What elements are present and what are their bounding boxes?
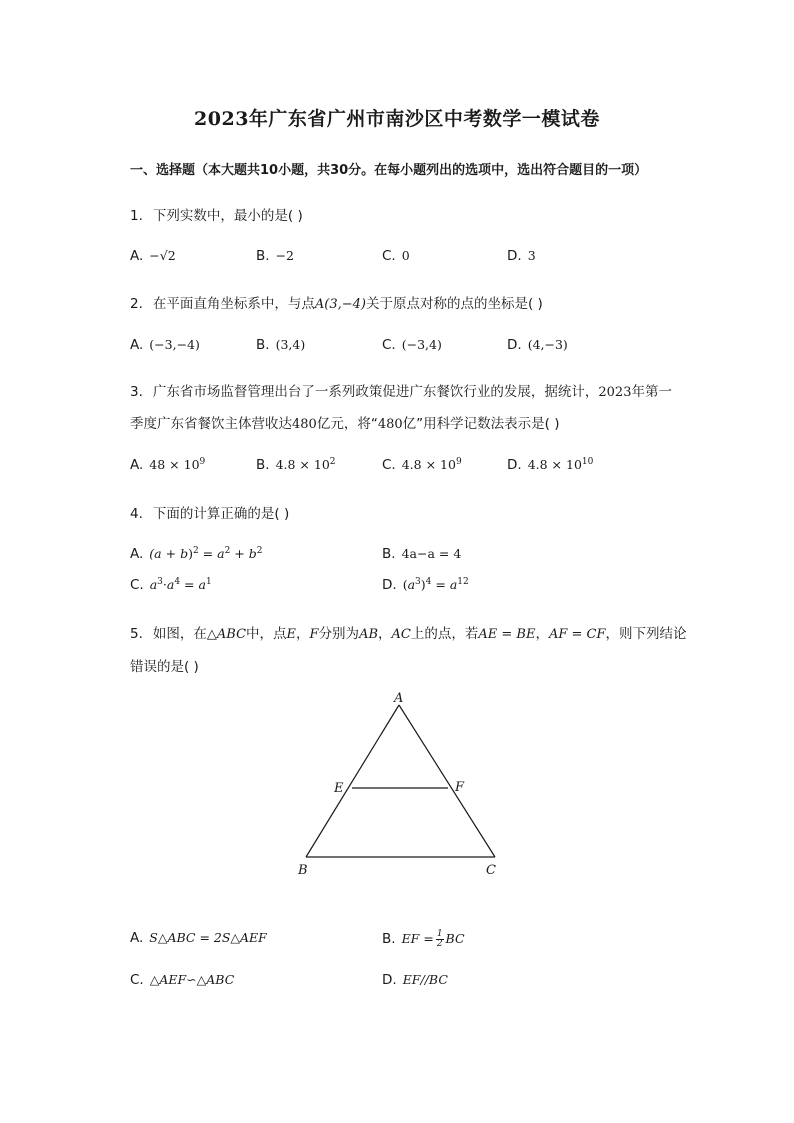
option-a[interactable] <box>130 457 205 473</box>
question-text: 亿”用科学记数法表示是( ) <box>402 416 560 432</box>
option-label: D. <box>507 248 522 264</box>
question-text: 如图，在 <box>152 626 207 642</box>
option-d[interactable] <box>507 457 593 473</box>
option-label: A. <box>130 457 144 474</box>
math-inline: △ABC <box>206 627 247 642</box>
math-inline: AE = BE <box>478 627 536 642</box>
option-label: A. <box>130 337 144 353</box>
option-value: (4,−3) <box>527 337 568 352</box>
option-c[interactable] <box>382 457 462 473</box>
question-4 <box>130 502 289 522</box>
question-text: ， <box>378 626 392 642</box>
option-label: B. <box>256 248 270 264</box>
question-text: 广东省市场监督管理出台了一系列政策促进广东餐饮行业的发展，据统计， <box>152 384 599 400</box>
question-number: 4. <box>130 506 143 522</box>
question-1 <box>130 204 303 224</box>
option-label: B. <box>256 337 270 353</box>
question-text: 亿元，将“ <box>316 416 378 432</box>
option-value: $(a + b)^2 = a^2 + b^2$ <box>149 546 263 562</box>
option-value: $(a^3)^4 = a^{12}$ <box>402 577 469 593</box>
question-number: 3. <box>130 384 143 400</box>
number-value: 480 <box>292 417 317 432</box>
option-label: D. <box>382 972 397 988</box>
option-value: −2 <box>275 248 294 263</box>
label-e: E <box>334 781 344 796</box>
label-c: C <box>486 863 496 878</box>
option-d[interactable] <box>382 972 448 988</box>
question-text: 中，点 <box>246 626 287 642</box>
question-number: 2. <box>130 296 143 312</box>
option-label: B. <box>382 931 396 947</box>
question-number: 5. <box>130 626 143 642</box>
option-value: $a^3\cdot a^4 = a^1$ <box>149 577 212 593</box>
option-label: D. <box>507 337 522 353</box>
option-b[interactable] <box>256 337 305 353</box>
question-text: 年第一 <box>631 384 672 400</box>
option-value: $4.8 \times 10^{10}$ <box>527 457 594 473</box>
option-label: D. <box>507 457 522 474</box>
option-d[interactable] <box>507 337 568 353</box>
number-year: 2023 <box>598 385 632 400</box>
option-value: (3,4) <box>275 337 306 352</box>
option-b[interactable] <box>382 930 465 949</box>
option-label: D. <box>382 577 397 594</box>
question-text: ，则下列结论 <box>605 626 687 642</box>
side-ab <box>306 705 399 857</box>
option-label: B. <box>382 546 396 562</box>
option-value: EF//BC <box>402 972 448 987</box>
option-label: C. <box>382 457 396 474</box>
option-d[interactable] <box>507 248 536 264</box>
option-value: $48 \times 10^9$ <box>149 457 206 473</box>
option-label: A. <box>130 930 144 946</box>
option-value: 4a−a = 4 <box>401 546 462 561</box>
question-2 <box>130 292 543 312</box>
question-text: 下面的计算正确的是( ) <box>152 506 290 522</box>
question-5-line-1 <box>130 622 686 642</box>
question-3-line-2 <box>130 412 559 432</box>
option-b[interactable] <box>382 546 461 562</box>
label-b: B <box>298 863 308 878</box>
question-number: 1. <box>130 208 143 224</box>
option-c[interactable] <box>130 972 234 988</box>
option-value: (−3,−4) <box>149 337 200 352</box>
option-value: 0 <box>401 248 410 263</box>
option-d[interactable] <box>382 577 469 593</box>
side-ac <box>399 705 495 857</box>
question-text: 下列实数中，最小的是( ) <box>152 208 303 224</box>
option-label: C. <box>382 248 396 264</box>
question-text: 关于原点对称的点的坐标是( ) <box>366 296 543 312</box>
question-text: ， <box>535 626 549 642</box>
option-value: S△ABC = 2S△AEF <box>149 930 267 945</box>
question-3-line-1 <box>130 380 672 400</box>
question-text: ， <box>296 626 310 642</box>
option-label: C. <box>130 577 144 594</box>
option-label: A. <box>130 248 144 264</box>
math-inline: AF = CF <box>548 627 606 642</box>
math-inline: F <box>309 627 319 642</box>
math-inline: AC <box>391 627 411 642</box>
section-heading: 一、选择题（本大题共10小题，共30分。在每小题列出的选项中，选出符合题目的一项） <box>130 163 648 178</box>
option-label: C. <box>130 972 144 988</box>
label-a: A <box>394 691 404 706</box>
option-value: 3 <box>527 248 536 263</box>
option-a[interactable] <box>130 546 262 562</box>
option-a[interactable] <box>130 930 267 946</box>
question-text: 季度广东省餐饮主体营收达 <box>130 416 292 432</box>
option-label: C. <box>382 337 396 353</box>
option-a[interactable] <box>130 248 176 264</box>
question-text: 在平面直角坐标系中，与点 <box>152 296 315 312</box>
option-value: (−3,4) <box>401 337 442 352</box>
math-inline: E <box>286 627 297 642</box>
option-a[interactable] <box>130 337 200 353</box>
triangle-figure <box>280 685 520 885</box>
question-text: 分别为 <box>318 626 360 642</box>
math-inline: AB <box>359 627 379 642</box>
label-f: F <box>455 780 465 795</box>
option-value: EF = $\frac{1}{2}$ BC <box>401 929 465 949</box>
point-expression: A(3,−4) <box>314 297 366 312</box>
option-value: $4.8 \times 10^2$ <box>275 457 336 473</box>
option-b[interactable] <box>256 248 294 264</box>
option-c[interactable] <box>382 337 442 353</box>
option-value: −√2 <box>149 248 176 263</box>
question-5-line-2 <box>130 655 199 675</box>
option-value: $4.8 \times 10^9$ <box>401 457 462 473</box>
option-c[interactable] <box>382 248 410 264</box>
option-value: △AEF∽△ABC <box>149 972 235 987</box>
option-b[interactable] <box>256 457 336 473</box>
question-text: 错误的是( ) <box>130 659 199 675</box>
option-label: A. <box>130 546 144 563</box>
option-c[interactable] <box>130 577 212 593</box>
question-text: 上的点，若 <box>410 626 479 642</box>
number-value: 480 <box>377 417 403 432</box>
option-label: B. <box>256 457 270 474</box>
page-title: 2023年广东省广州市南沙区中考数学一模试卷 <box>194 108 600 130</box>
